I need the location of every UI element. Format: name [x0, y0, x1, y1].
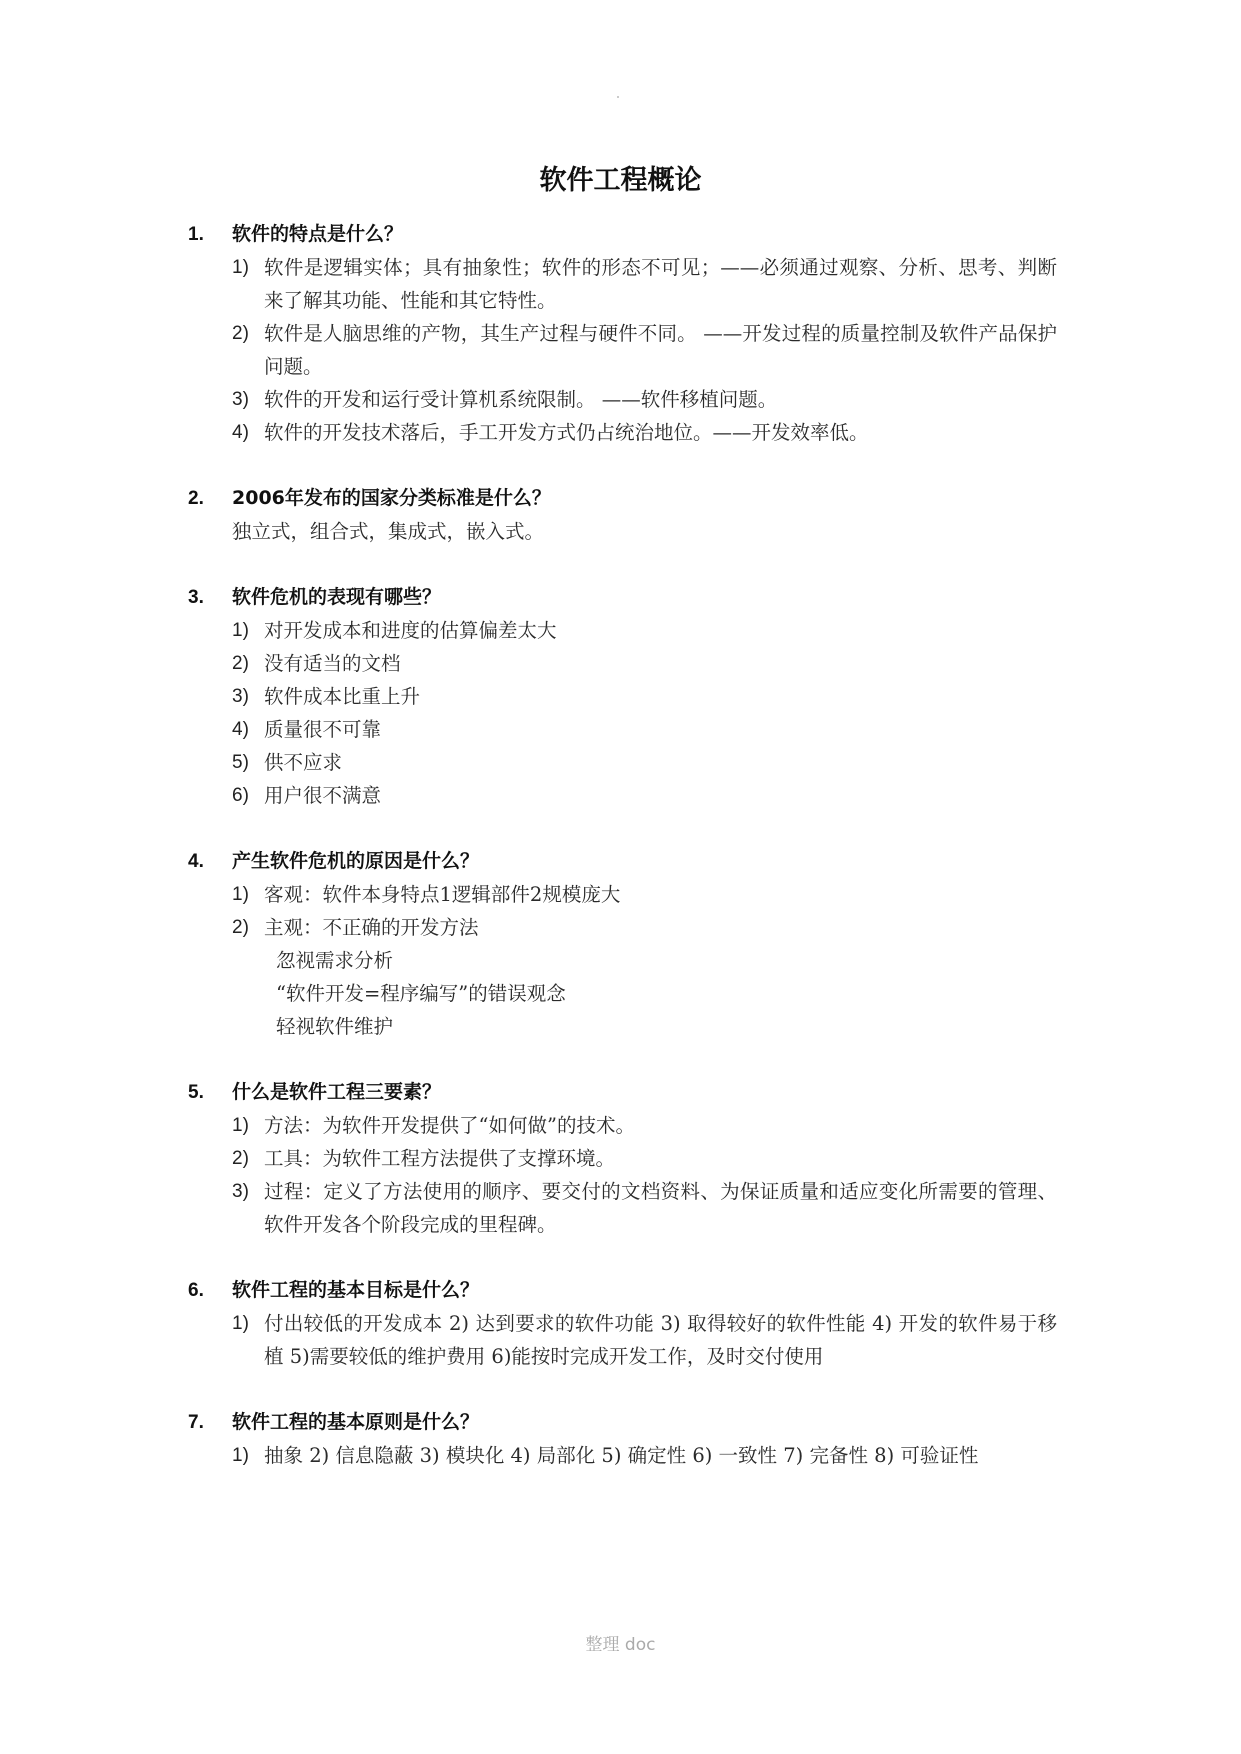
sub-item: “软件开发=程序编写”的错误观念: [276, 982, 566, 1005]
item-text: 方法：为软件开发提供了“如何做”的技术。: [264, 1114, 635, 1137]
question-number: 6.: [188, 1280, 204, 1301]
section-3: [0, 581, 1241, 812]
list-item: [0, 779, 1057, 812]
sub-item: 轻视软件维护: [276, 1015, 394, 1038]
item-number: 3): [232, 389, 249, 410]
item-text: 质量很不可靠: [264, 718, 382, 741]
question-text: 软件的特点是什么？: [232, 223, 404, 245]
question-number: 4.: [188, 851, 204, 872]
item-text: 抽象 2) 信息隐蔽 3) 模块化 4) 局部化 5) 确定性 6) 一致性 7) 完备性 8) 可验证性: [264, 1444, 979, 1467]
section-5: [0, 1076, 1241, 1241]
question-list: [0, 218, 1241, 1505]
document-title: 软件工程概论: [539, 165, 702, 196]
section-6: [0, 1274, 1241, 1373]
item-text: 软件成本比重上升: [264, 685, 421, 708]
answer-text: 独立式，组合式，集成式，嵌入式。: [232, 520, 545, 543]
question-text: 产生软件危机的原因是什么？: [232, 850, 480, 872]
item-number: 2): [232, 917, 249, 938]
sub-item: 忽视需求分析: [276, 949, 394, 972]
item-number: 2): [232, 323, 249, 344]
question-text: 软件工程的基本原则是什么？: [232, 1411, 480, 1433]
question-number: 1.: [188, 224, 204, 245]
item-text: 软件的开发技术落后，手工开发方式仍占统治地位。——开发效率低。: [264, 421, 869, 444]
item-text: 对开发成本和进度的估算偏差太大: [264, 619, 557, 642]
item-text: 主观：不正确的开发方法: [264, 916, 479, 939]
question-text: 软件工程的基本目标是什么？: [232, 1279, 480, 1301]
item-text: 用户很不满意: [264, 784, 382, 807]
item-number: 3): [232, 1181, 249, 1202]
list-item: [0, 647, 1057, 680]
list-item: [0, 251, 1057, 317]
page-footer: 整理 doc: [585, 1635, 656, 1655]
item-number: 1): [232, 620, 249, 641]
item-text: 没有适当的文档: [264, 652, 401, 675]
item-text: 软件是逻辑实体；具有抽象性；软件的形态不可见；——必须通过观察、分析、思考、判断来了解其功能、性能和其它特性。: [264, 256, 1057, 312]
section-4: [0, 845, 1241, 1043]
item-text: 软件是人脑思维的产物，其生产过程与硬件不同。 ——开发过程的质量控制及软件产品保护问题。: [264, 322, 1057, 378]
question-number: 7.: [188, 1412, 204, 1433]
item-number: 2): [232, 653, 249, 674]
list-item: [0, 1439, 1057, 1472]
item-number: 1): [232, 257, 249, 278]
question-heading: [0, 1274, 1241, 1307]
item-number: 4): [232, 422, 249, 443]
question-text: 2006年发布的国家分类标准是什么？: [232, 487, 551, 509]
item-text: 软件的开发和运行受计算机系统限制。 ——软件移植问题。: [264, 388, 778, 411]
section-1: [0, 218, 1241, 449]
question-number: 2.: [188, 488, 204, 509]
question-heading: [0, 581, 1241, 614]
item-number: 3): [232, 686, 249, 707]
list-item: [0, 1175, 1057, 1241]
list-item: [0, 713, 1057, 746]
question-number: 3.: [188, 587, 204, 608]
item-number: 4): [232, 719, 249, 740]
question-text: 什么是软件工程三要素？: [232, 1081, 442, 1103]
list-item: [0, 746, 1057, 779]
section-7: [0, 1406, 1241, 1472]
list-item: [0, 1142, 1057, 1175]
question-heading: [0, 845, 1241, 878]
item-text: 客观：软件本身特点1逻辑部件2规模庞大: [264, 883, 621, 906]
header-dot: [617, 96, 619, 98]
item-number: 2): [232, 1148, 249, 1169]
item-text: 工具：为软件工程方法提供了支撑环境。: [264, 1147, 616, 1170]
list-item: [0, 1109, 1057, 1142]
list-item: [0, 878, 1057, 911]
list-item: [0, 680, 1057, 713]
item-number: 1): [232, 884, 249, 905]
item-number: 5): [232, 752, 249, 773]
item-text: 过程：定义了方法使用的顺序、要交付的文档资料、为保证质量和适应变化所需要的管理、 软件开发各个阶段完成的里程碑。: [264, 1180, 1057, 1236]
list-item: [0, 317, 1057, 383]
question-number: 5.: [188, 1082, 204, 1103]
item-number: 1): [232, 1313, 249, 1334]
item-number: 6): [232, 785, 249, 806]
list-item: [0, 383, 1057, 416]
question-heading: [0, 218, 1241, 251]
question-text: 软件危机的表现有哪些？: [232, 586, 442, 608]
item-text: 付出较低的开发成本 2) 达到要求的软件功能 3) 取得较好的软件性能 4) 开发的软件易于移植 5)需要较低的维护费用 6)能按时完成开发工作，及时交付使用: [264, 1312, 1057, 1368]
question-heading: [0, 482, 1241, 515]
question-heading: [0, 1076, 1241, 1109]
item-number: 1): [232, 1445, 249, 1466]
list-item: [0, 911, 1057, 944]
question-heading: [0, 1406, 1241, 1439]
list-item: [0, 614, 1057, 647]
item-number: 1): [232, 1115, 249, 1136]
item-text: 供不应求: [264, 751, 343, 774]
list-item: [0, 416, 1057, 449]
list-item: [0, 1307, 1057, 1373]
section-2: [0, 482, 1241, 548]
